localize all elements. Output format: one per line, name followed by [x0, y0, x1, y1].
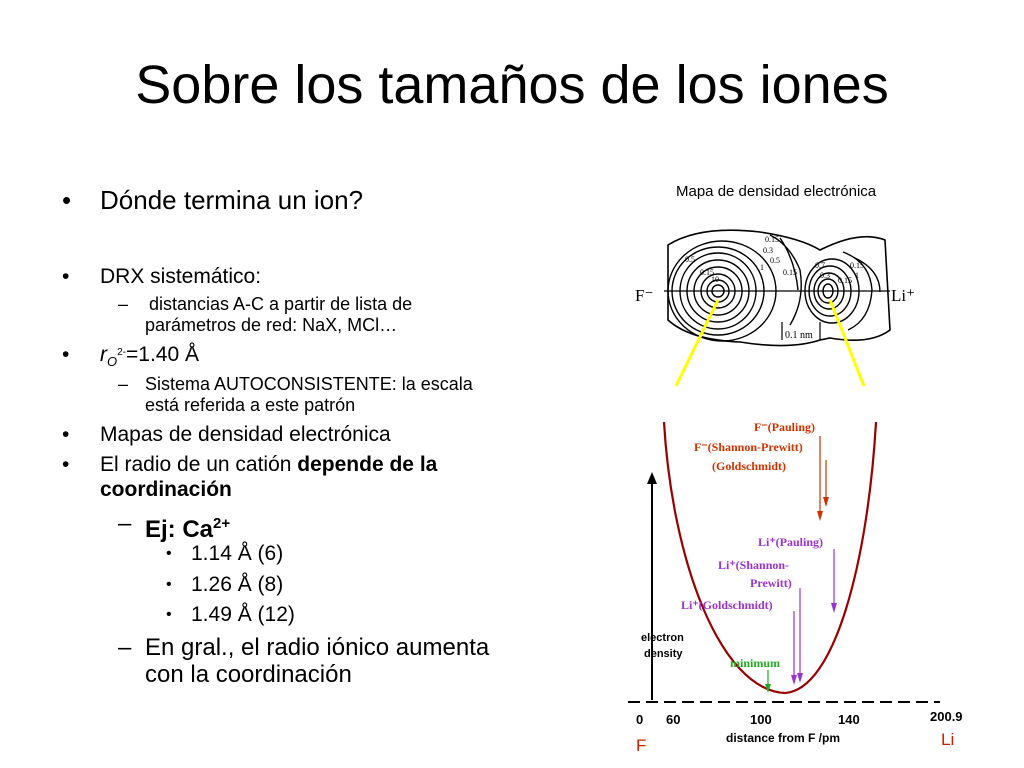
- contour-label: 0.15: [700, 268, 714, 277]
- density-plot-labels: [681, 420, 823, 670]
- tick-100: 100: [750, 712, 772, 727]
- contour-label: 0.5: [685, 255, 695, 264]
- contour-label: 0.15: [765, 235, 779, 244]
- li-goldschmidt-arrowhead: [791, 675, 797, 685]
- contour-map: [664, 230, 890, 345]
- li-pauling-arrowhead: [831, 603, 837, 613]
- slide-title: Sobre los tamaños de los iones: [135, 55, 889, 115]
- tick-0: 0: [636, 712, 644, 727]
- y-axis-label-line1: electron: [641, 632, 684, 644]
- tick-200-9: 200.9: [930, 709, 963, 724]
- x-axis-label: distance from F /pm: [726, 731, 841, 745]
- contour-label: 1: [855, 271, 859, 280]
- f-pauling-arrowhead: [817, 511, 823, 521]
- contour-label: 1: [760, 263, 764, 272]
- contour-label: 10: [711, 275, 719, 284]
- label-minimum: minimum: [730, 656, 781, 670]
- y-axis-arrowhead: [647, 472, 657, 484]
- li-shannon-arrowhead: [797, 673, 803, 683]
- label-li-shannon: Li⁺(Shannon-: [718, 558, 790, 572]
- tick-60: 60: [666, 712, 681, 727]
- li-ion-label: Li⁺: [891, 286, 916, 305]
- label-f-pauling: F⁻(Pauling): [754, 420, 816, 434]
- figure-caption: Mapa de densidad electrónica: [676, 183, 877, 200]
- label-li-goldschmidt: Li⁺(Goldschmidt): [681, 598, 773, 612]
- label-li-pauling: Li⁺(Pauling): [758, 535, 824, 549]
- contour-label: 0.3: [763, 246, 773, 255]
- label-li-shannon-cont: Prewitt): [750, 576, 792, 590]
- contour-label: 0.5: [770, 256, 780, 265]
- contour-label: 0.15: [838, 276, 852, 285]
- end-label-f: F: [636, 736, 647, 755]
- contour-label: 0.7: [815, 261, 825, 270]
- f-shannon-arrowhead: [823, 497, 829, 507]
- contour-label: 0.15: [783, 268, 797, 277]
- connector-line-right: [830, 300, 864, 386]
- axis-labels: [641, 632, 840, 745]
- contour-label: 0.3: [820, 271, 830, 280]
- y-axis-label-line2: density: [644, 648, 683, 660]
- label-f-shannon: F⁻(Shannon-Prewitt): [694, 440, 803, 454]
- contour-label: 0.15: [850, 261, 864, 270]
- label-f-goldschmidt: (Goldschmidt): [712, 459, 787, 473]
- scale-bar-label: 0.1 nm: [785, 330, 813, 341]
- tick-140: 140: [838, 712, 860, 727]
- f-ion-label: F⁻: [635, 286, 654, 305]
- x-axis-ticks: [636, 709, 963, 727]
- end-label-li: Li: [941, 730, 955, 749]
